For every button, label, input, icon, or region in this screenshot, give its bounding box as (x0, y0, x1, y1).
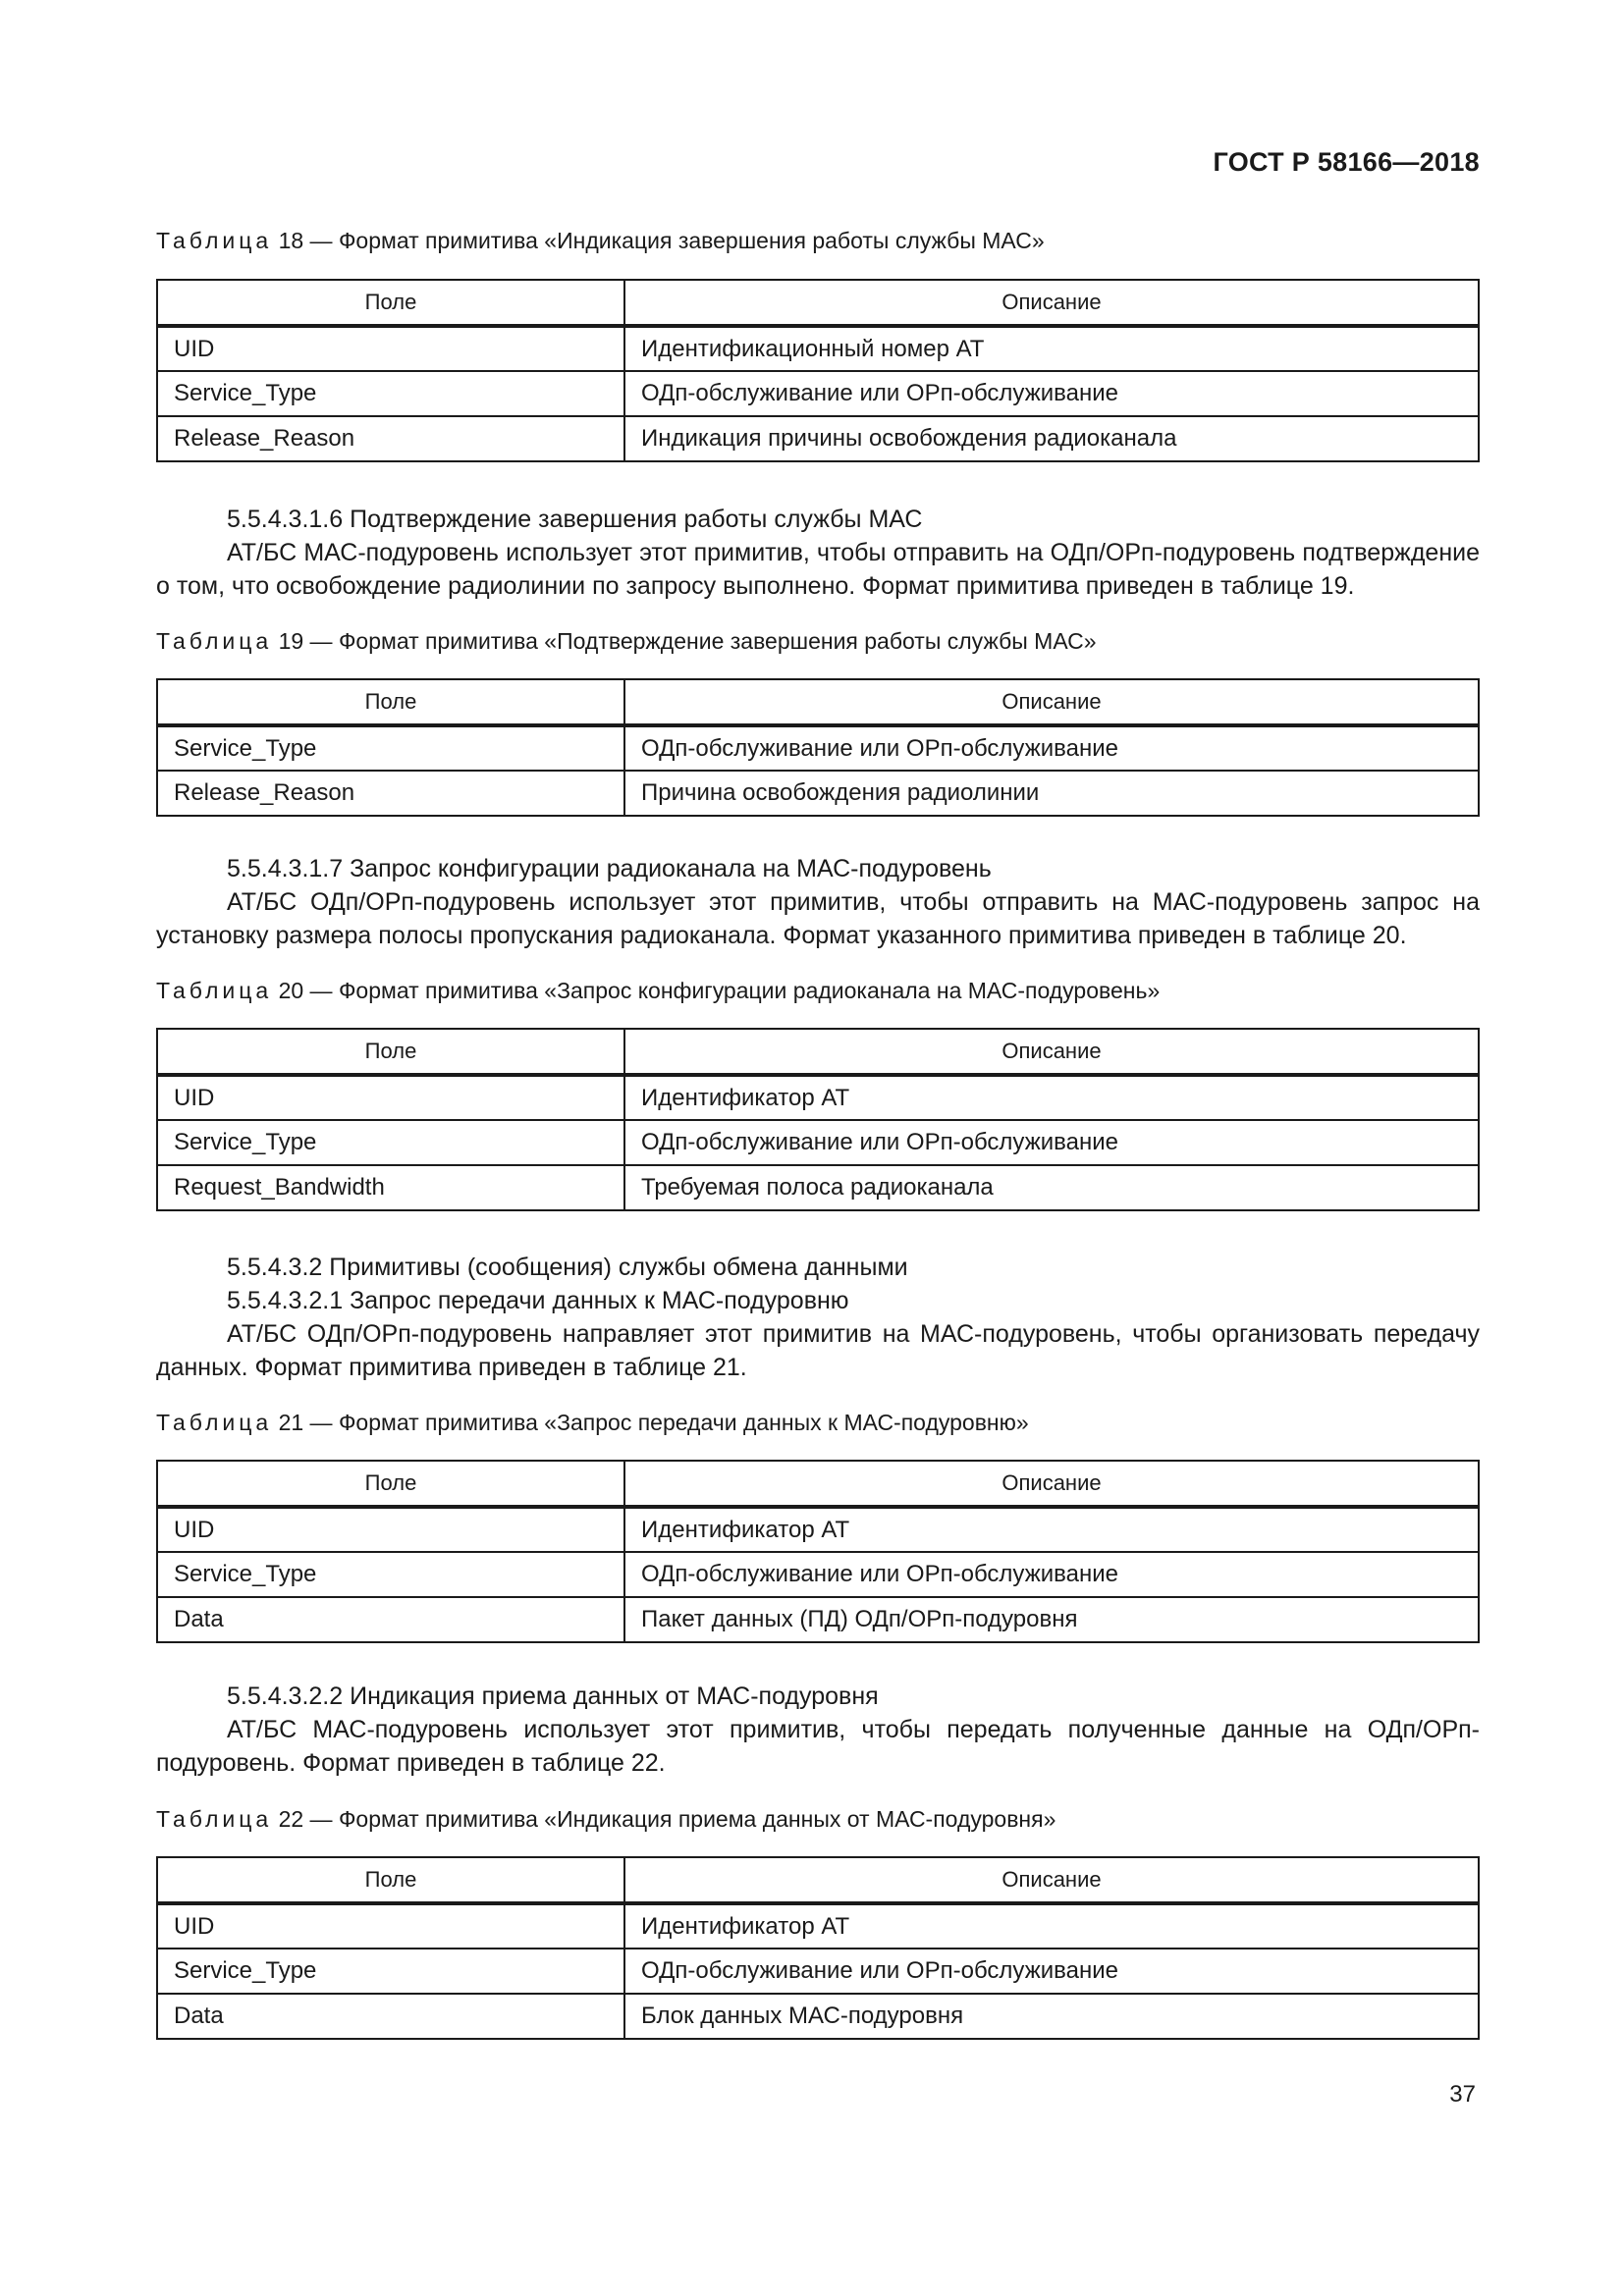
table-row (157, 1903, 1479, 1949)
table-row (157, 771, 1479, 816)
description-cell: ОДп-обслуживание или ОРп-обслуживание (624, 1120, 1479, 1165)
table-header-row (157, 1461, 1479, 1507)
section-paragraph: АТ/БС ОДп/ОРп-подуровень использует этот примитив, чтобы отправить на МАС-подуровень запрос на установку размера полосы пропускания радиоканала. Формат указанного примитива приведен в таблице 20. (156, 888, 1480, 949)
table-header-row (157, 1857, 1479, 1903)
field-cell: Service_Type (157, 725, 624, 771)
table-row (157, 1075, 1479, 1120)
table-caption-text: 22 — Формат примитива «Индикация приема данных от МАС-подуровня» (278, 1806, 1056, 1832)
section-paragraph: АТ/БС ОДп/ОРп-подуровень направляет этот примитив на МАС-подуровень, чтобы организовать передачу данных. Формат примитива приведен в таблице 21. (156, 1320, 1480, 1381)
standard-header: ГОСТ Р 58166—2018 (1213, 147, 1480, 177)
description-cell: Индикация причины освобождения радиоканала (624, 416, 1479, 461)
description-cell: Блок данных МАС-подуровня (624, 1994, 1479, 2039)
table-caption-text: 20 — Формат примитива «Запрос конфигурации радиоканала на МАС-подуровень» (278, 978, 1161, 1003)
table-row (157, 371, 1479, 416)
description-cell: Пакет данных (ПД) ОДп/ОРп-подуровня (624, 1597, 1479, 1642)
table-caption (156, 628, 1097, 655)
table-22 (156, 1856, 1480, 2040)
section-paragraph: АТ/БС МАС-подуровень использует этот примитив, чтобы отправить на ОДп/ОРп-подуровень подтверждение о том, что освобождение радиолинии по запросу выполнено. Формат примитива приведен в таблице 19. (156, 539, 1480, 600)
table-label: Таблица (156, 1410, 273, 1435)
section-5-5-4-3-2 (156, 1251, 1480, 1384)
table-20 (156, 1028, 1480, 1211)
table-row (157, 1994, 1479, 2039)
column-header-field: Поле (157, 280, 624, 326)
section-heading: 5.5.4.3.1.6 Подтверждение завершения работы службы МАС (227, 506, 923, 533)
field-cell: Request_Bandwidth (157, 1165, 624, 1210)
column-header-field: Поле (157, 1461, 624, 1507)
section-paragraph: АТ/БС МАС-подуровень использует этот примитив, чтобы передать полученные данные на ОДп/ОРп-подуровень. Формат приведен в таблице 22. (156, 1716, 1480, 1777)
table-row (157, 1552, 1479, 1597)
table-21 (156, 1460, 1480, 1643)
table-row (157, 725, 1479, 771)
column-header-description: Описание (624, 1029, 1479, 1075)
table-row (157, 326, 1479, 371)
table-row (157, 1597, 1479, 1642)
section-5-5-4-3-1-6 (156, 503, 1480, 603)
table-caption (156, 228, 1045, 254)
table-label: Таблица (156, 1806, 273, 1832)
field-cell: UID (157, 326, 624, 371)
description-cell: Идентификатор АТ (624, 1075, 1479, 1120)
column-header-field: Поле (157, 1029, 624, 1075)
table-caption (156, 1806, 1056, 1833)
field-cell: Service_Type (157, 1949, 624, 1994)
table-row (157, 1507, 1479, 1552)
table-row (157, 1165, 1479, 1210)
column-header-field: Поле (157, 679, 624, 725)
field-cell: Data (157, 1597, 624, 1642)
description-cell: Идентификационный номер АТ (624, 326, 1479, 371)
field-cell: UID (157, 1507, 624, 1552)
field-cell: Service_Type (157, 1552, 624, 1597)
description-cell: Причина освобождения радиолинии (624, 771, 1479, 816)
document-page (156, 0, 1480, 2296)
section-subheading: 5.5.4.3.2.1 Запрос передачи данных к МАС-подуровню (227, 1287, 849, 1314)
description-cell: Идентификатор АТ (624, 1507, 1479, 1552)
description-cell: ОДп-обслуживание или ОРп-обслуживание (624, 725, 1479, 771)
section-heading: 5.5.4.3.2.2 Индикация приема данных от МАС-подуровня (227, 1682, 879, 1710)
table-caption (156, 978, 1160, 1004)
field-cell: Service_Type (157, 371, 624, 416)
table-caption-text: 21 — Формат примитива «Запрос передачи данных к МАС-подуровню» (278, 1410, 1029, 1435)
description-cell: Требуемая полоса радиоканала (624, 1165, 1479, 1210)
field-cell: Service_Type (157, 1120, 624, 1165)
table-label: Таблица (156, 978, 273, 1003)
page-number: 37 (1449, 2081, 1476, 2108)
column-header-description: Описание (624, 1461, 1479, 1507)
table-header-row (157, 1029, 1479, 1075)
table-header-row (157, 679, 1479, 725)
description-cell: Идентификатор АТ (624, 1903, 1479, 1949)
table-row (157, 1120, 1479, 1165)
section-heading: 5.5.4.3.1.7 Запрос конфигурации радиоканала на МАС-подуровень (227, 855, 992, 882)
column-header-field: Поле (157, 1857, 624, 1903)
table-header-row (157, 280, 1479, 326)
table-caption (156, 1410, 1029, 1436)
field-cell: Data (157, 1994, 624, 2039)
column-header-description: Описание (624, 280, 1479, 326)
table-row (157, 416, 1479, 461)
table-label: Таблица (156, 228, 273, 253)
column-header-description: Описание (624, 1857, 1479, 1903)
field-cell: Release_Reason (157, 416, 624, 461)
description-cell: ОДп-обслуживание или ОРп-обслуживание (624, 371, 1479, 416)
table-caption-text: 19 — Формат примитива «Подтверждение завершения работы службы МАС» (278, 628, 1097, 654)
description-cell: ОДп-обслуживание или ОРп-обслуживание (624, 1949, 1479, 1994)
section-5-5-4-3-2-2 (156, 1680, 1480, 1780)
table-19 (156, 678, 1480, 817)
field-cell: UID (157, 1903, 624, 1949)
table-label: Таблица (156, 628, 273, 654)
table-row (157, 1949, 1479, 1994)
section-5-5-4-3-1-7 (156, 852, 1480, 952)
field-cell: UID (157, 1075, 624, 1120)
field-cell: Release_Reason (157, 771, 624, 816)
section-heading: 5.5.4.3.2 Примитивы (сообщения) службы обмена данными (227, 1254, 908, 1281)
description-cell: ОДп-обслуживание или ОРп-обслуживание (624, 1552, 1479, 1597)
table-18 (156, 279, 1480, 462)
column-header-description: Описание (624, 679, 1479, 725)
table-caption-text: 18 — Формат примитива «Индикация завершения работы службы МАС» (278, 228, 1045, 253)
